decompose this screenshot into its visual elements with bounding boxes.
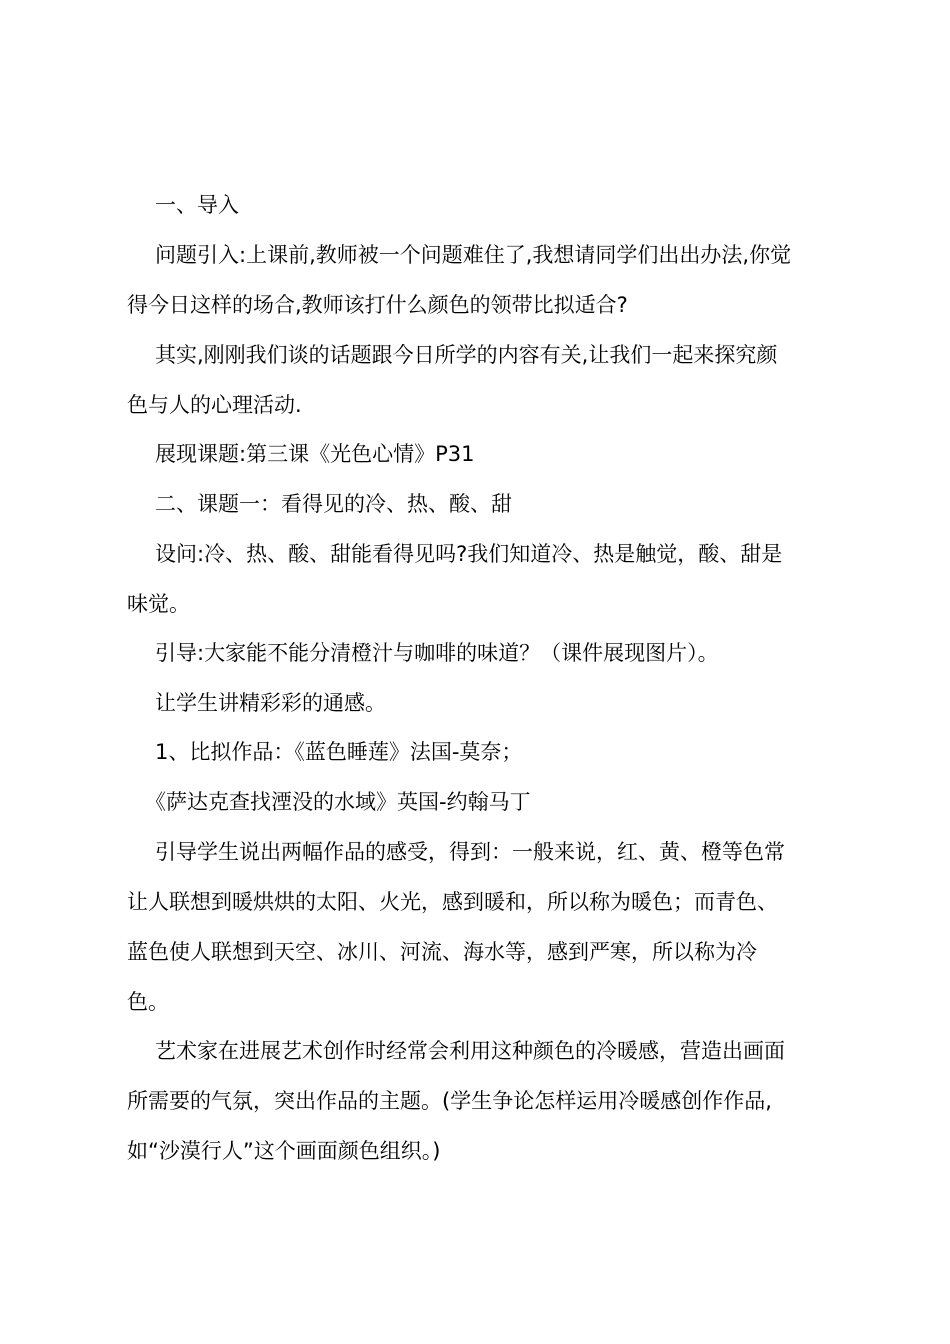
text-line: 让人联想到暖烘烘的太阳、火光，感到暖和，所以称为暖色；而青色、 — [127, 890, 778, 914]
artist-usage-paragraph — [127, 1026, 832, 1176]
text-line: 所需要的气氛，突出作品的主题。(学生争论怎样运用冷暖感创作作品, — [127, 1089, 772, 1113]
text-line: 蓝色使人联想到天空、冰川、河流、海水等，感到严寒，所以称为冷 — [127, 940, 757, 964]
synesthesia-paragraph — [127, 678, 832, 728]
text-line: 得今日这样的场合,教师该打什么颜色的领带比拟适合? — [127, 293, 628, 317]
text-line: 1、比拟作品：《蓝色睡莲》法国-莫奈； — [155, 740, 523, 764]
heading-topic-one — [127, 479, 832, 529]
text-line: 色与人的心理活动. — [127, 393, 302, 417]
text-line: 色。 — [127, 990, 169, 1014]
question-intro-paragraph — [127, 230, 832, 330]
text-line: 如“沙漠行人”这个画面颜色组织。) — [127, 1139, 441, 1163]
compare-works-paragraph — [127, 727, 832, 777]
question-senses-paragraph — [127, 529, 832, 629]
text-line: 问题引入:上课前,教师被一个问题难住了,我想请同学们出出办法,你觉 — [155, 243, 792, 267]
text-line: 二、课题一：看得见的冷、热、酸、甜 — [155, 492, 512, 516]
warm-cold-paragraph — [127, 827, 832, 1027]
text-line: 引导:大家能不能分清橙汁与咖啡的味道？（课件展现图片）。 — [155, 641, 719, 665]
topic-link-paragraph — [127, 330, 832, 430]
text-line: 其实,刚刚我们谈的话题跟今日所学的内容有关,让我们一起来探究颜 — [155, 343, 778, 367]
text-line: 引导学生说出两幅作品的感受，得到：一般来说，红、黄、橙等色常 — [155, 840, 785, 864]
guide-taste-paragraph — [127, 628, 832, 678]
text-line: 一、导入 — [155, 193, 239, 217]
text-line: 让学生讲精彩彩的通感。 — [155, 691, 386, 715]
text-line: 《萨达克查找湮没的水域》英国-约翰马丁 — [145, 790, 531, 814]
work-two-paragraph — [127, 777, 832, 827]
text-line: 艺术家在进展艺术创作时经常会利用这种颜色的冷暖感，营造出画面 — [155, 1039, 785, 1063]
text-line: 味觉。 — [127, 592, 190, 616]
heading-intro — [127, 180, 832, 230]
show-title-paragraph — [127, 429, 832, 479]
text-line: 设问:冷、热、酸、甜能看得见吗?我们知道冷、热是触觉，酸、甜是 — [155, 542, 783, 566]
text-line: 展现课题:第三课《光色心情》P31 — [155, 442, 475, 466]
